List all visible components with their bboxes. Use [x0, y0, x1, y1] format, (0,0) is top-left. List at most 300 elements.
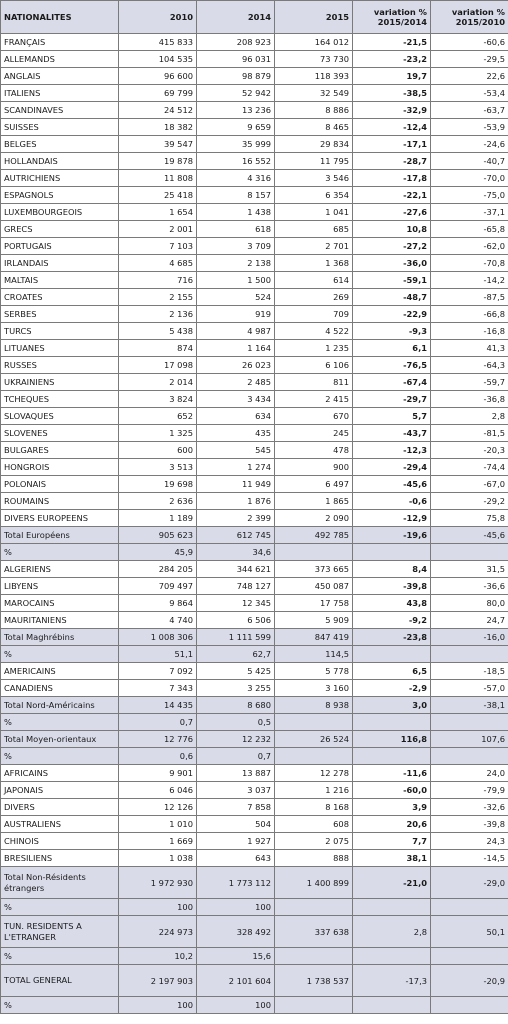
value-2010-cell: 11 808: [119, 170, 197, 187]
variation-2015-2010-cell: [431, 899, 508, 916]
value-2015-cell: 6 106: [275, 357, 353, 374]
variation-2015-2010-cell: -64,3: [431, 357, 508, 374]
value-2010-cell: 100: [119, 899, 197, 916]
value-2014-cell: 344 621: [197, 561, 275, 578]
variation-2015-2010-cell: -18,5: [431, 663, 508, 680]
value-2015-cell: 3 160: [275, 680, 353, 697]
nationality-cell: %: [1, 646, 119, 663]
value-2014-cell: 100: [197, 899, 275, 916]
nationality-cell: %: [1, 948, 119, 965]
value-2010-cell: 1 654: [119, 204, 197, 221]
nationality-cell: %: [1, 997, 119, 1014]
nationality-cell: SLOVAQUES: [1, 408, 119, 425]
nationality-cell: IRLANDAIS: [1, 255, 119, 272]
variation-2015-2014-cell: 10,8: [353, 221, 431, 238]
nationality-cell: DIVERS EUROPEENS: [1, 510, 119, 527]
value-2014-cell: 9 659: [197, 119, 275, 136]
value-2015-cell: 614: [275, 272, 353, 289]
variation-2015-2010-cell: -53,4: [431, 85, 508, 102]
nationality-cell: LIBYENS: [1, 578, 119, 595]
nationality-cell: ITALIENS: [1, 85, 119, 102]
value-2010-cell: 10,2: [119, 948, 197, 965]
nationality-cell: POLONAIS: [1, 476, 119, 493]
value-2010-cell: 2 155: [119, 289, 197, 306]
table-row: [1, 51, 508, 68]
variation-2015-2010-cell: -66,8: [431, 306, 508, 323]
variation-2015-2014-cell: -23,2: [353, 51, 431, 68]
variation-2015-2014-cell: [353, 544, 431, 561]
value-2010-cell: 5 438: [119, 323, 197, 340]
nationality-cell: AUTRICHIENS: [1, 170, 119, 187]
variation-2015-2010-cell: -37,1: [431, 204, 508, 221]
variation-2015-2014-cell: -32,9: [353, 102, 431, 119]
variation-2015-2014-cell: -9,3: [353, 323, 431, 340]
variation-2015-2014-cell: -12,4: [353, 119, 431, 136]
value-2010-cell: 39 547: [119, 136, 197, 153]
value-2014-cell: 1 500: [197, 272, 275, 289]
table-row: [1, 340, 508, 357]
variation-2015-2014-cell: -27,2: [353, 238, 431, 255]
variation-2015-2014-cell: -9,2: [353, 612, 431, 629]
value-2010-cell: 1 972 930: [119, 867, 197, 899]
value-2015-cell: 8 938: [275, 697, 353, 714]
variation-2015-2010-cell: [431, 997, 508, 1014]
variation-2015-2010-cell: -53,9: [431, 119, 508, 136]
nationality-cell: ROUMAINS: [1, 493, 119, 510]
value-2014-cell: 7 858: [197, 799, 275, 816]
nationality-cell: SUISSES: [1, 119, 119, 136]
value-2014-cell: 612 745: [197, 527, 275, 544]
value-2014-cell: 1 164: [197, 340, 275, 357]
value-2014-cell: 328 492: [197, 916, 275, 948]
variation-2015-2010-cell: 41,3: [431, 340, 508, 357]
value-2014-cell: 1 927: [197, 833, 275, 850]
variation-2015-2014-cell: 6,5: [353, 663, 431, 680]
table-row: [1, 459, 508, 476]
value-2010-cell: 3 824: [119, 391, 197, 408]
nationality-cell: MAURITANIENS: [1, 612, 119, 629]
value-2014-cell: 2 138: [197, 255, 275, 272]
value-2010-cell: 1 325: [119, 425, 197, 442]
nationality-cell: TUN. RESIDENTS A L'ETRANGER: [1, 916, 119, 948]
value-2015-cell: 118 393: [275, 68, 353, 85]
variation-2015-2014-cell: 3,9: [353, 799, 431, 816]
value-2010-cell: 2 197 903: [119, 965, 197, 997]
variation-2015-2014-cell: [353, 899, 431, 916]
table-row: [1, 442, 508, 459]
nationality-cell: RUSSES: [1, 357, 119, 374]
value-2010-cell: 709 497: [119, 578, 197, 595]
variation-2015-2010-cell: -75,0: [431, 187, 508, 204]
variation-2015-2010-cell: -36,8: [431, 391, 508, 408]
value-2010-cell: 1 189: [119, 510, 197, 527]
value-2010-cell: 2 136: [119, 306, 197, 323]
table-row: [1, 408, 508, 425]
table-row: [1, 153, 508, 170]
variation-2015-2014-cell: -76,5: [353, 357, 431, 374]
table-row: [1, 255, 508, 272]
nationality-cell: GRECS: [1, 221, 119, 238]
value-2014-cell: 1 876: [197, 493, 275, 510]
table-row: [1, 425, 508, 442]
value-2015-cell: 2 415: [275, 391, 353, 408]
variation-2015-2014-cell: [353, 646, 431, 663]
variation-2015-2014-cell: -23,8: [353, 629, 431, 646]
value-2014-cell: 3 037: [197, 782, 275, 799]
nationality-cell: LITUANES: [1, 340, 119, 357]
value-2010-cell: 25 418: [119, 187, 197, 204]
variation-2015-2014-cell: [353, 948, 431, 965]
value-2010-cell: 716: [119, 272, 197, 289]
table-row: [1, 306, 508, 323]
value-2010-cell: 415 833: [119, 34, 197, 51]
nationality-cell: TURCS: [1, 323, 119, 340]
variation-2015-2014-cell: 5,7: [353, 408, 431, 425]
variation-2015-2010-cell: -14,2: [431, 272, 508, 289]
variation-2015-2014-cell: -36,0: [353, 255, 431, 272]
variation-2015-2010-cell: 24,3: [431, 833, 508, 850]
table-row: [1, 221, 508, 238]
value-2014-cell: 52 942: [197, 85, 275, 102]
value-2015-cell: 12 278: [275, 765, 353, 782]
value-2015-cell: 2 701: [275, 238, 353, 255]
value-2010-cell: 96 600: [119, 68, 197, 85]
value-2015-cell: 337 638: [275, 916, 353, 948]
value-2010-cell: 1 010: [119, 816, 197, 833]
value-2015-cell: 709: [275, 306, 353, 323]
value-2015-cell: 1 400 899: [275, 867, 353, 899]
variation-2015-2014-cell: -12,3: [353, 442, 431, 459]
table-row: [1, 34, 508, 51]
variation-2015-2010-cell: -60,6: [431, 34, 508, 51]
value-2014-cell: 62,7: [197, 646, 275, 663]
table-row: [1, 629, 508, 646]
value-2015-cell: 450 087: [275, 578, 353, 595]
variation-2015-2014-cell: 43,8: [353, 595, 431, 612]
value-2015-cell: [275, 948, 353, 965]
value-2010-cell: 2 636: [119, 493, 197, 510]
header-variation-2015-2014: variation % 2015/2014: [353, 1, 431, 34]
value-2014-cell: 618: [197, 221, 275, 238]
variation-2015-2010-cell: [431, 646, 508, 663]
variation-2015-2010-cell: -39,8: [431, 816, 508, 833]
value-2015-cell: 670: [275, 408, 353, 425]
table-row: [1, 833, 508, 850]
value-2010-cell: 0,7: [119, 714, 197, 731]
variation-2015-2010-cell: 80,0: [431, 595, 508, 612]
variation-2015-2014-cell: [353, 748, 431, 765]
table-row: [1, 85, 508, 102]
nationality-cell: SERBES: [1, 306, 119, 323]
variation-2015-2014-cell: -60,0: [353, 782, 431, 799]
table-row: [1, 544, 508, 561]
variation-2015-2014-cell: -67,4: [353, 374, 431, 391]
value-2015-cell: 1 368: [275, 255, 353, 272]
value-2010-cell: 100: [119, 997, 197, 1014]
variation-2015-2014-cell: 8,4: [353, 561, 431, 578]
variation-2015-2014-cell: -17,3: [353, 965, 431, 997]
variation-2015-2010-cell: 50,1: [431, 916, 508, 948]
table-header-row: [1, 1, 508, 34]
variation-2015-2010-cell: -79,9: [431, 782, 508, 799]
value-2014-cell: 208 923: [197, 34, 275, 51]
value-2015-cell: 1 041: [275, 204, 353, 221]
value-2010-cell: 6 046: [119, 782, 197, 799]
table-row: [1, 561, 508, 578]
variation-2015-2010-cell: [431, 948, 508, 965]
value-2010-cell: 69 799: [119, 85, 197, 102]
nationality-cell: MAROCAINS: [1, 595, 119, 612]
nationality-cell: TCHEQUES: [1, 391, 119, 408]
nationality-cell: Total Moyen-orientaux: [1, 731, 119, 748]
variation-2015-2014-cell: -38,5: [353, 85, 431, 102]
nationality-cell: CHINOIS: [1, 833, 119, 850]
table-row: [1, 391, 508, 408]
table-row: [1, 731, 508, 748]
table-row: [1, 799, 508, 816]
value-2010-cell: 2 001: [119, 221, 197, 238]
value-2015-cell: 6 354: [275, 187, 353, 204]
value-2015-cell: 847 419: [275, 629, 353, 646]
table-row: [1, 816, 508, 833]
variation-2015-2014-cell: 20,6: [353, 816, 431, 833]
value-2015-cell: 8 465: [275, 119, 353, 136]
variation-2015-2010-cell: -81,5: [431, 425, 508, 442]
value-2010-cell: 24 512: [119, 102, 197, 119]
nationality-cell: JAPONAIS: [1, 782, 119, 799]
nationality-cell: CROATES: [1, 289, 119, 306]
variation-2015-2014-cell: -19,6: [353, 527, 431, 544]
value-2014-cell: 34,6: [197, 544, 275, 561]
table-row: [1, 204, 508, 221]
table-body: [1, 34, 508, 1014]
value-2010-cell: 874: [119, 340, 197, 357]
variation-2015-2010-cell: -63,7: [431, 102, 508, 119]
value-2014-cell: 3 709: [197, 238, 275, 255]
value-2010-cell: 224 973: [119, 916, 197, 948]
value-2010-cell: 1 008 306: [119, 629, 197, 646]
variation-2015-2014-cell: 2,8: [353, 916, 431, 948]
value-2015-cell: 478: [275, 442, 353, 459]
variation-2015-2010-cell: -57,0: [431, 680, 508, 697]
value-2014-cell: 2 101 604: [197, 965, 275, 997]
nationality-cell: AUSTRALIENS: [1, 816, 119, 833]
variation-2015-2010-cell: -24,6: [431, 136, 508, 153]
variation-2015-2010-cell: -36,6: [431, 578, 508, 595]
nationality-cell: %: [1, 899, 119, 916]
table-row: [1, 680, 508, 697]
variation-2015-2014-cell: 6,1: [353, 340, 431, 357]
value-2015-cell: 245: [275, 425, 353, 442]
value-2014-cell: 8 157: [197, 187, 275, 204]
value-2014-cell: 3 255: [197, 680, 275, 697]
table-row: [1, 374, 508, 391]
variation-2015-2010-cell: -65,8: [431, 221, 508, 238]
table-row: [1, 867, 508, 899]
table-row: [1, 476, 508, 493]
value-2010-cell: 1 038: [119, 850, 197, 867]
value-2010-cell: 7 092: [119, 663, 197, 680]
variation-2015-2014-cell: 7,7: [353, 833, 431, 850]
header-2015: 2015: [275, 1, 353, 34]
variation-2015-2010-cell: [431, 748, 508, 765]
nationality-cell: LUXEMBOURGEOIS: [1, 204, 119, 221]
variation-2015-2010-cell: -29,0: [431, 867, 508, 899]
variation-2015-2010-cell: -32,6: [431, 799, 508, 816]
value-2014-cell: 1 773 112: [197, 867, 275, 899]
value-2014-cell: 2 399: [197, 510, 275, 527]
variation-2015-2010-cell: -20,3: [431, 442, 508, 459]
table-row: [1, 187, 508, 204]
table-row: [1, 916, 508, 948]
variation-2015-2014-cell: 3,0: [353, 697, 431, 714]
value-2015-cell: 373 665: [275, 561, 353, 578]
variation-2015-2014-cell: -2,9: [353, 680, 431, 697]
value-2014-cell: 504: [197, 816, 275, 833]
table-row: [1, 527, 508, 544]
variation-2015-2010-cell: [431, 544, 508, 561]
nationality-cell: DIVERS: [1, 799, 119, 816]
value-2015-cell: 26 524: [275, 731, 353, 748]
value-2015-cell: [275, 544, 353, 561]
nationality-cell: MALTAIS: [1, 272, 119, 289]
value-2015-cell: 608: [275, 816, 353, 833]
variation-2015-2014-cell: -43,7: [353, 425, 431, 442]
table-row: [1, 323, 508, 340]
value-2010-cell: 18 382: [119, 119, 197, 136]
variation-2015-2014-cell: -0,6: [353, 493, 431, 510]
value-2014-cell: 748 127: [197, 578, 275, 595]
value-2015-cell: 1 865: [275, 493, 353, 510]
value-2010-cell: 3 513: [119, 459, 197, 476]
value-2014-cell: 13 236: [197, 102, 275, 119]
value-2015-cell: [275, 714, 353, 731]
value-2014-cell: 98 879: [197, 68, 275, 85]
table-row: [1, 595, 508, 612]
value-2010-cell: 4 685: [119, 255, 197, 272]
table-row: [1, 612, 508, 629]
variation-2015-2010-cell: -74,4: [431, 459, 508, 476]
value-2014-cell: 11 949: [197, 476, 275, 493]
variation-2015-2014-cell: 19,7: [353, 68, 431, 85]
value-2010-cell: 600: [119, 442, 197, 459]
value-2015-cell: 29 834: [275, 136, 353, 153]
variation-2015-2010-cell: -40,7: [431, 153, 508, 170]
value-2015-cell: [275, 748, 353, 765]
value-2014-cell: 634: [197, 408, 275, 425]
variation-2015-2010-cell: -38,1: [431, 697, 508, 714]
value-2015-cell: 685: [275, 221, 353, 238]
nationality-cell: AFRICAINS: [1, 765, 119, 782]
nationality-cell: TOTAL GENERAL: [1, 965, 119, 997]
value-2010-cell: 1 669: [119, 833, 197, 850]
nationality-cell: FRANÇAIS: [1, 34, 119, 51]
value-2010-cell: 19 878: [119, 153, 197, 170]
nationality-cell: CANADIENS: [1, 680, 119, 697]
value-2014-cell: 4 316: [197, 170, 275, 187]
value-2015-cell: 5 778: [275, 663, 353, 680]
variation-2015-2014-cell: -27,6: [353, 204, 431, 221]
value-2015-cell: 8 168: [275, 799, 353, 816]
value-2014-cell: 16 552: [197, 153, 275, 170]
nationality-cell: BULGARES: [1, 442, 119, 459]
nationality-cell: PORTUGAIS: [1, 238, 119, 255]
nationality-cell: ALLEMANDS: [1, 51, 119, 68]
variation-2015-2010-cell: -87,5: [431, 289, 508, 306]
nationality-cell: ESPAGNOLS: [1, 187, 119, 204]
nationality-cell: ANGLAIS: [1, 68, 119, 85]
variation-2015-2014-cell: -17,8: [353, 170, 431, 187]
value-2015-cell: 164 012: [275, 34, 353, 51]
table-row: [1, 289, 508, 306]
variation-2015-2014-cell: -21,0: [353, 867, 431, 899]
table-row: [1, 510, 508, 527]
nationality-cell: Total Européens: [1, 527, 119, 544]
value-2010-cell: 0,6: [119, 748, 197, 765]
value-2015-cell: 8 886: [275, 102, 353, 119]
variation-2015-2014-cell: -39,8: [353, 578, 431, 595]
value-2015-cell: 811: [275, 374, 353, 391]
variation-2015-2014-cell: -45,6: [353, 476, 431, 493]
variation-2015-2010-cell: -20,9: [431, 965, 508, 997]
variation-2015-2010-cell: 2,8: [431, 408, 508, 425]
value-2015-cell: 4 522: [275, 323, 353, 340]
table-row: [1, 136, 508, 153]
value-2010-cell: 7 103: [119, 238, 197, 255]
nationality-cell: Total Non-Résidents étrangers: [1, 867, 119, 899]
header-nationalites: NATIONALITES: [1, 1, 119, 34]
nationality-cell: BRESILIENS: [1, 850, 119, 867]
variation-2015-2014-cell: [353, 997, 431, 1014]
variation-2015-2010-cell: [431, 714, 508, 731]
variation-2015-2010-cell: -29,2: [431, 493, 508, 510]
value-2014-cell: 35 999: [197, 136, 275, 153]
value-2010-cell: 4 740: [119, 612, 197, 629]
variation-2015-2014-cell: -29,7: [353, 391, 431, 408]
value-2014-cell: 96 031: [197, 51, 275, 68]
value-2014-cell: 12 345: [197, 595, 275, 612]
variation-2015-2014-cell: -48,7: [353, 289, 431, 306]
nationality-cell: SCANDINAVES: [1, 102, 119, 119]
value-2010-cell: 652: [119, 408, 197, 425]
value-2010-cell: 45,9: [119, 544, 197, 561]
value-2015-cell: 900: [275, 459, 353, 476]
value-2014-cell: 524: [197, 289, 275, 306]
value-2010-cell: 14 435: [119, 697, 197, 714]
variation-2015-2010-cell: -70,8: [431, 255, 508, 272]
variation-2015-2014-cell: 116,8: [353, 731, 431, 748]
value-2010-cell: 2 014: [119, 374, 197, 391]
value-2010-cell: 12 126: [119, 799, 197, 816]
value-2015-cell: 114,5: [275, 646, 353, 663]
value-2010-cell: 9 864: [119, 595, 197, 612]
variation-2015-2010-cell: 22,6: [431, 68, 508, 85]
value-2010-cell: 905 623: [119, 527, 197, 544]
value-2014-cell: 643: [197, 850, 275, 867]
value-2014-cell: 8 680: [197, 697, 275, 714]
value-2010-cell: 12 776: [119, 731, 197, 748]
value-2014-cell: 0,7: [197, 748, 275, 765]
value-2015-cell: 269: [275, 289, 353, 306]
nationality-cell: Total Nord-Américains: [1, 697, 119, 714]
value-2014-cell: 4 987: [197, 323, 275, 340]
variation-2015-2010-cell: -62,0: [431, 238, 508, 255]
nationality-cell: Total Maghrébins: [1, 629, 119, 646]
variation-2015-2010-cell: 107,6: [431, 731, 508, 748]
table-row: [1, 965, 508, 997]
value-2014-cell: 6 506: [197, 612, 275, 629]
value-2015-cell: [275, 997, 353, 1014]
